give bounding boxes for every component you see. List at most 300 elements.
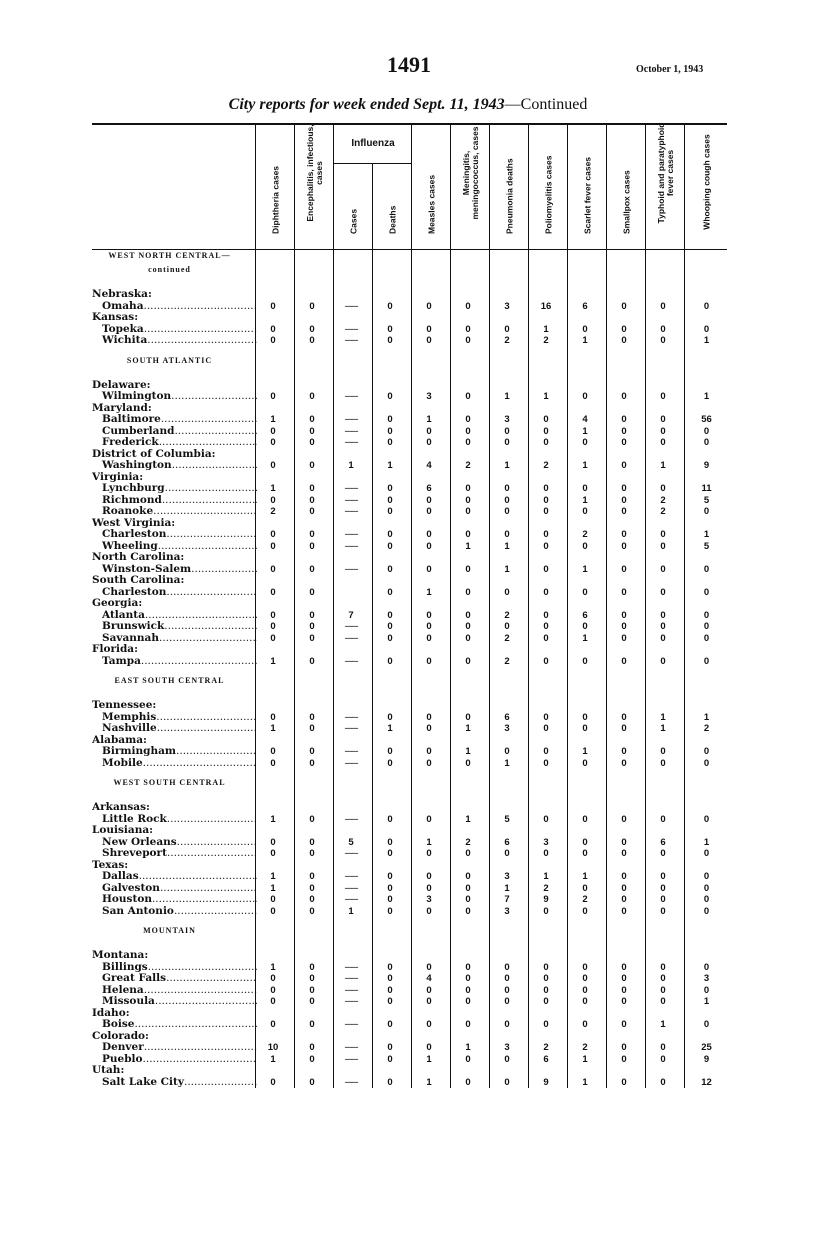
cell-influenza-cases: ------ (344, 529, 358, 540)
cell-meningitis: 0 (465, 961, 471, 973)
cell-measles: 0 (426, 494, 432, 506)
cell-typhoid: 0 (660, 894, 666, 905)
cell-influenza-deaths: 0 (387, 746, 393, 757)
city-name: New Orleans ..... (92, 837, 257, 849)
header-encephalitis: Encephalitis, infectious, cases (294, 125, 334, 249)
cell-scarlet: 1 (582, 460, 588, 471)
cell-whooping: 0 (703, 746, 710, 757)
cell-scarlet: 0 (582, 586, 588, 598)
row-spacer (92, 689, 727, 700)
cell-measles: 0 (426, 882, 432, 894)
city-name: Tampa ..... (92, 656, 257, 668)
cell-polio: 2 (543, 335, 549, 346)
cell-influenza-cases: ------ (344, 300, 358, 312)
cell-scarlet: 1 (582, 494, 588, 506)
table-title (0, 96, 816, 114)
cell-meningitis: 0 (465, 632, 471, 644)
cell-meningitis: 0 (465, 984, 471, 996)
cell-typhoid: 0 (660, 437, 666, 448)
cell-typhoid: 0 (660, 882, 666, 894)
cell-whooping: 1 (703, 335, 710, 346)
cell-scarlet: 6 (582, 609, 588, 621)
cell-scarlet: 0 (582, 836, 588, 848)
cell-scarlet: 0 (582, 483, 588, 494)
cell-measles: 6 (426, 483, 432, 494)
cell-typhoid: 0 (660, 746, 666, 757)
cell-smallpox: 0 (621, 723, 627, 734)
cell-smallpox: 0 (621, 391, 627, 402)
cell-smallpox: 0 (621, 836, 627, 848)
city-name: Brunswick ..... (92, 621, 257, 633)
cell-pneumonia: 3 (504, 723, 510, 734)
header-influenza-deaths: Deaths (372, 163, 412, 249)
city-name: Frederick ..... (92, 437, 257, 449)
city-name: Wilmington ..... (92, 391, 257, 403)
cell-typhoid: 0 (660, 483, 666, 494)
cell-polio: 0 (543, 984, 549, 996)
city-row (92, 301, 727, 313)
cell-influenza-deaths: 0 (387, 848, 393, 859)
cell-measles: 0 (426, 871, 432, 882)
cell-meningitis: 0 (465, 494, 471, 506)
cell-whooping: 0 (703, 632, 710, 644)
cell-polio: 2 (543, 1042, 549, 1053)
cell-influenza-cases: ------ (344, 973, 358, 984)
cell-whooping: 25 (701, 1042, 712, 1053)
cell-diphtheria: 1 (270, 813, 276, 825)
state-row (92, 802, 727, 814)
cell-typhoid: 1 (660, 460, 666, 471)
state-row (92, 380, 727, 392)
cell-encephalitis: 0 (309, 848, 315, 859)
cell-scarlet: 4 (582, 414, 588, 425)
state-row (92, 860, 727, 872)
cell-polio: 1 (543, 323, 549, 335)
cell-whooping: 0 (703, 300, 710, 312)
cell-measles: 1 (426, 1053, 432, 1065)
cell-measles: 0 (426, 996, 432, 1007)
city-row (92, 996, 727, 1008)
cell-encephalitis: 0 (309, 425, 315, 437)
cell-measles: 0 (426, 335, 432, 346)
city-row (92, 746, 727, 758)
cell-diphtheria: 0 (270, 1019, 276, 1030)
cell-meningitis: 0 (465, 414, 471, 425)
cell-scarlet: 1 (582, 1053, 588, 1065)
city-row (92, 837, 727, 849)
cell-encephalitis: 0 (309, 586, 315, 598)
cell-influenza-cases: ------ (344, 494, 358, 506)
cell-influenza-cases: ------ (344, 1042, 358, 1053)
cell-measles: 0 (426, 1042, 432, 1053)
cell-polio: 0 (543, 609, 549, 621)
cell-meningitis: 1 (465, 813, 471, 825)
cell-typhoid: 0 (660, 335, 666, 346)
cell-whooping: 9 (703, 460, 710, 471)
cell-influenza-cases: ------ (344, 563, 358, 575)
cell-smallpox: 0 (621, 529, 627, 540)
cell-influenza-deaths: 0 (387, 483, 393, 494)
cell-influenza-cases: ------ (344, 391, 358, 402)
region-heading: SOUTH ATLANTIC (126, 355, 213, 365)
column-rule (528, 250, 529, 1088)
city-name: Savannah ..... (92, 633, 257, 645)
header-measles: Measles cases (411, 125, 451, 249)
cell-smallpox: 0 (621, 609, 627, 621)
city-name: Boise ..... (92, 1019, 257, 1031)
cell-pneumonia: 0 (504, 323, 510, 335)
city-name: Wheeling ..... (92, 541, 257, 553)
cell-polio: 2 (543, 460, 549, 471)
cell-typhoid: 1 (660, 1019, 666, 1030)
cell-polio: 0 (543, 961, 549, 973)
cell-diphtheria: 0 (270, 335, 276, 346)
cell-influenza-cases: ------ (344, 882, 358, 894)
cell-influenza-deaths: 0 (387, 529, 393, 540)
cell-influenza-cases: ------ (344, 323, 358, 335)
cell-influenza-deaths: 0 (387, 1019, 393, 1030)
row-spacer (92, 791, 727, 802)
cell-polio: 0 (543, 494, 549, 506)
cell-polio: 0 (543, 757, 549, 769)
cell-meningitis: 1 (465, 1042, 471, 1053)
cell-polio: 1 (543, 391, 549, 402)
cell-encephalitis: 0 (309, 655, 315, 667)
city-name: Charleston ..... (92, 587, 257, 599)
cell-pneumonia: 3 (504, 905, 510, 917)
cell-influenza-deaths: 0 (387, 894, 393, 905)
cell-whooping: 1 (703, 836, 710, 848)
cell-polio: 0 (543, 563, 549, 575)
cell-pneumonia: 2 (504, 632, 510, 644)
city-row (92, 758, 727, 770)
cell-smallpox: 0 (621, 563, 627, 575)
cell-diphtheria: 0 (270, 973, 276, 984)
cell-smallpox: 0 (621, 1019, 627, 1030)
state-name: Alabama: (92, 734, 147, 746)
city-name: Atlanta ..... (92, 610, 257, 622)
city-name: Memphis ..... (92, 712, 257, 724)
state-row (92, 552, 727, 564)
cell-whooping: 0 (703, 425, 710, 437)
city-row (92, 495, 727, 507)
cell-diphtheria: 0 (270, 984, 276, 996)
cell-meningitis: 0 (465, 1076, 471, 1088)
cell-smallpox: 0 (621, 1053, 627, 1065)
header-smallpox: Smallpox cases (606, 125, 646, 249)
cell-influenza-deaths: 0 (387, 540, 393, 552)
cell-pneumonia: 0 (504, 506, 510, 517)
cell-smallpox: 0 (621, 335, 627, 346)
cell-whooping: 0 (703, 621, 710, 632)
cell-diphtheria: 0 (270, 391, 276, 402)
cell-scarlet: 0 (582, 437, 588, 448)
cell-influenza-deaths: 0 (387, 655, 393, 667)
cell-encephalitis: 0 (309, 414, 315, 425)
column-headers (92, 123, 727, 250)
cell-measles: 0 (426, 609, 432, 621)
cell-diphtheria: 0 (270, 848, 276, 859)
state-name: Tennessee: (92, 700, 157, 711)
cell-diphtheria: 1 (270, 414, 276, 425)
cell-polio: 0 (543, 540, 549, 552)
city-name: Washington ..... (92, 460, 257, 472)
cell-polio: 0 (543, 848, 549, 859)
cell-polio: 16 (540, 300, 552, 312)
cell-scarlet: 0 (582, 1019, 588, 1030)
cell-pneumonia: 1 (504, 540, 510, 552)
cell-scarlet: 1 (582, 563, 588, 575)
cell-diphtheria: 0 (270, 632, 276, 644)
header-influenza: Influenza (333, 125, 412, 164)
cell-influenza-cases: ------ (344, 996, 358, 1007)
cell-pneumonia: 0 (504, 425, 510, 437)
cell-measles: 0 (426, 437, 432, 448)
cell-whooping: 0 (703, 894, 710, 905)
city-row (92, 621, 727, 633)
cell-smallpox: 0 (621, 1076, 627, 1088)
cell-typhoid: 0 (660, 757, 666, 769)
city-row (92, 541, 727, 553)
column-rule (333, 250, 334, 1088)
cell-typhoid: 0 (660, 300, 666, 312)
cell-whooping: 0 (703, 609, 710, 621)
cell-typhoid: 0 (660, 632, 666, 644)
cell-whooping: 0 (703, 848, 710, 859)
cell-smallpox: 0 (621, 300, 627, 312)
cell-smallpox: 0 (621, 540, 627, 552)
cell-meningitis: 0 (465, 655, 471, 667)
state-row (92, 312, 727, 324)
cell-diphtheria: 0 (270, 746, 276, 757)
cell-influenza-cases: 7 (348, 609, 354, 621)
column-rule (294, 250, 295, 1088)
city-name: Omaha ..... (92, 301, 257, 313)
cell-measles: 0 (426, 655, 432, 667)
cell-encephalitis: 0 (309, 335, 315, 346)
state-name: Georgia: (92, 598, 143, 609)
cell-influenza-deaths: 0 (387, 586, 393, 598)
cell-influenza-cases: ------ (344, 506, 358, 517)
cell-scarlet: 0 (582, 655, 588, 667)
cell-diphtheria: 0 (270, 437, 276, 448)
cell-pneumonia: 3 (504, 1042, 510, 1053)
cell-encephalitis: 0 (309, 632, 315, 644)
cell-influenza-deaths: 0 (387, 300, 393, 312)
cell-influenza-cases: ------ (344, 711, 358, 723)
cell-typhoid: 6 (660, 836, 666, 848)
cell-scarlet: 0 (582, 540, 588, 552)
city-name: Shreveport ..... (92, 848, 257, 860)
cell-pneumonia: 5 (504, 813, 510, 825)
cell-influenza-deaths: 0 (387, 973, 393, 984)
cell-pneumonia: 1 (504, 757, 510, 769)
state-name: Delaware: (92, 379, 151, 391)
cell-diphtheria: 0 (270, 460, 276, 471)
cell-smallpox: 0 (621, 894, 627, 905)
cell-pneumonia: 0 (504, 1076, 510, 1088)
cell-smallpox: 0 (621, 414, 627, 425)
cell-measles: 0 (426, 905, 432, 917)
city-row (92, 587, 727, 599)
cell-pneumonia: 0 (504, 961, 510, 973)
cell-encephalitis: 0 (309, 494, 315, 506)
cell-meningitis: 0 (465, 586, 471, 598)
cell-smallpox: 0 (621, 323, 627, 335)
cell-smallpox: 0 (621, 425, 627, 437)
cell-encephalitis: 0 (309, 1042, 315, 1053)
cell-diphtheria: 0 (270, 586, 276, 598)
cell-smallpox: 0 (621, 460, 627, 471)
cell-typhoid: 0 (660, 414, 666, 425)
cell-meningitis: 0 (465, 905, 471, 917)
city-row (92, 973, 727, 985)
cell-whooping: 5 (703, 494, 710, 506)
cell-scarlet: 0 (582, 391, 588, 402)
cell-measles: 0 (426, 323, 432, 335)
cell-encephalitis: 0 (309, 813, 315, 825)
cell-polio: 2 (543, 882, 549, 894)
header-meningitis: Meningitis, meningococcus, cases (450, 125, 490, 249)
cell-pneumonia: 2 (504, 609, 510, 621)
cell-measles: 0 (426, 746, 432, 757)
cell-whooping: 1 (703, 391, 710, 402)
column-rule (489, 250, 490, 1088)
cell-influenza-cases: ------ (344, 871, 358, 882)
cell-diphtheria: 1 (270, 655, 276, 667)
city-name: Richmond ..... (92, 495, 257, 507)
cell-meningitis: 0 (465, 621, 471, 632)
cell-whooping: 1 (703, 529, 710, 540)
city-name: Roanoke ..... (92, 506, 257, 518)
cell-encephalitis: 0 (309, 609, 315, 621)
cell-diphtheria: 0 (270, 621, 276, 632)
cell-scarlet: 0 (582, 723, 588, 734)
cell-pneumonia: 2 (504, 335, 510, 346)
cell-smallpox: 0 (621, 655, 627, 667)
cell-encephalitis: 0 (309, 506, 315, 517)
column-rule (450, 250, 451, 1088)
cell-whooping: 1 (703, 996, 710, 1007)
state-row (92, 1031, 727, 1043)
cell-encephalitis: 0 (309, 300, 315, 312)
cell-influenza-deaths: 0 (387, 1053, 393, 1065)
state-name: North Carolina: (92, 552, 185, 563)
cell-influenza-deaths: 0 (387, 836, 393, 848)
cell-influenza-deaths: 0 (387, 757, 393, 769)
cell-diphtheria: 1 (270, 871, 276, 882)
cell-encephalitis: 0 (309, 621, 315, 632)
cell-influenza-deaths: 0 (387, 813, 393, 825)
column-rule (684, 250, 685, 1088)
column-rule (372, 250, 373, 1088)
region-heading: WEST NORTH CENTRAL— (108, 251, 231, 260)
cell-influenza-cases: ------ (344, 746, 358, 757)
cell-typhoid: 0 (660, 425, 666, 437)
cell-influenza-cases: ------ (344, 894, 358, 905)
cell-polio: 0 (543, 711, 549, 723)
cell-diphtheria: 10 (267, 1042, 279, 1053)
cell-meningitis: 0 (465, 894, 471, 905)
cell-diphtheria: 2 (270, 506, 276, 517)
cell-polio: 0 (543, 723, 549, 734)
state-row (92, 518, 727, 530)
cell-smallpox: 0 (621, 973, 627, 984)
cell-whooping: 0 (703, 871, 710, 882)
cell-meningitis: 0 (465, 437, 471, 448)
cell-pneumonia: 0 (504, 984, 510, 996)
cell-typhoid: 0 (660, 973, 666, 984)
cell-influenza-deaths: 0 (387, 711, 393, 723)
cell-influenza-cases: ------ (344, 1019, 358, 1030)
cell-polio: 9 (543, 894, 549, 905)
cell-influenza-deaths: 0 (387, 391, 393, 402)
cell-influenza-deaths: 0 (387, 494, 393, 506)
cell-polio: 0 (543, 506, 549, 517)
cell-scarlet: 2 (582, 529, 588, 540)
city-name: Galveston ..... (92, 883, 257, 895)
cell-measles: 0 (426, 813, 432, 825)
cell-measles: 0 (426, 563, 432, 575)
cell-scarlet: 0 (582, 757, 588, 769)
cell-measles: 1 (426, 414, 432, 425)
cell-typhoid: 1 (660, 723, 666, 734)
state-row (92, 575, 727, 587)
cell-diphtheria: 0 (270, 1076, 276, 1088)
row-spacer (92, 347, 727, 355)
cell-influenza-cases: ------ (344, 414, 358, 425)
cell-polio: 0 (543, 632, 549, 644)
city-row (92, 529, 727, 541)
cell-pneumonia: 1 (504, 563, 510, 575)
cell-measles: 0 (426, 529, 432, 540)
state-name: South Carolina: (92, 575, 185, 586)
cell-scarlet: 1 (582, 425, 588, 437)
cell-diphtheria: 0 (270, 563, 276, 575)
cell-polio: 0 (543, 905, 549, 917)
cell-typhoid: 0 (660, 984, 666, 996)
cell-influenza-cases: ------ (344, 483, 358, 494)
cell-influenza-deaths: 0 (387, 437, 393, 448)
cell-measles: 0 (426, 984, 432, 996)
cell-diphtheria: 0 (270, 494, 276, 506)
cell-scarlet: 0 (582, 813, 588, 825)
cell-smallpox: 0 (621, 996, 627, 1007)
cell-whooping: 0 (703, 437, 710, 448)
cell-encephalitis: 0 (309, 723, 315, 734)
city-name: Salt Lake City ..... (92, 1077, 257, 1089)
cell-whooping: 0 (703, 323, 710, 335)
cell-encephalitis: 0 (309, 1076, 315, 1088)
cell-measles: 0 (426, 300, 432, 312)
cell-typhoid: 0 (660, 540, 666, 552)
cell-polio: 0 (543, 746, 549, 757)
cell-whooping: 5 (703, 540, 710, 552)
cell-typhoid: 0 (660, 529, 666, 540)
cell-meningitis: 0 (465, 711, 471, 723)
cell-meningitis: 0 (465, 529, 471, 540)
cell-whooping: 0 (703, 655, 710, 667)
city-name: Houston ..... (92, 894, 257, 906)
city-row (92, 871, 727, 883)
city-row (92, 1054, 727, 1066)
cell-encephalitis: 0 (309, 563, 315, 575)
cell-influenza-cases: ------ (344, 961, 358, 973)
cell-diphtheria: 0 (270, 300, 276, 312)
cell-pneumonia: 0 (504, 973, 510, 984)
cell-pneumonia: 1 (504, 391, 510, 402)
cell-pneumonia: 0 (504, 1019, 510, 1030)
